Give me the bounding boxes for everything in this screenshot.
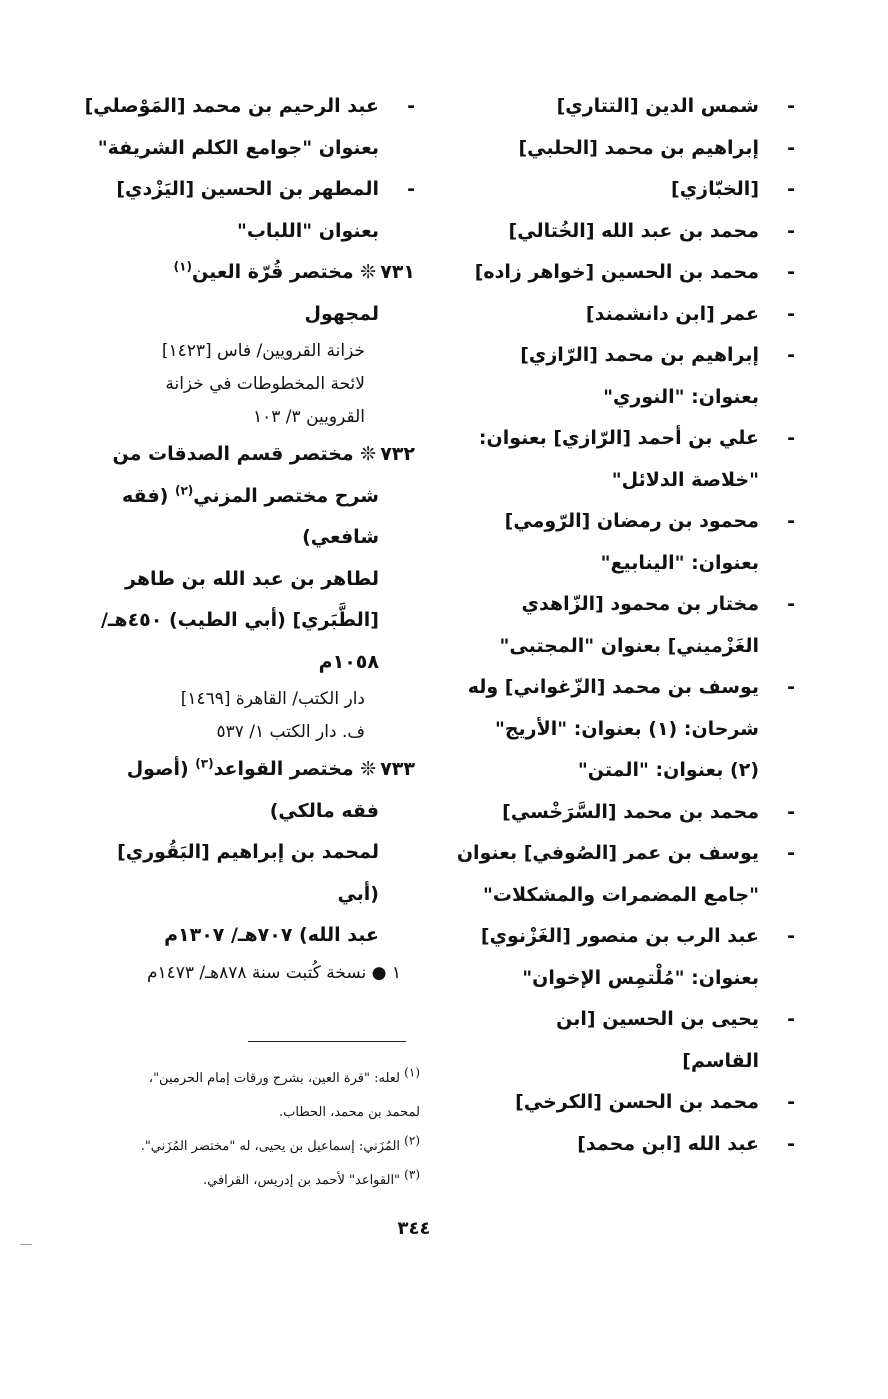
entry-author: لمجهول — [304, 302, 379, 325]
dash-bullet: - — [787, 136, 795, 159]
list-item-continuation: بعنوان: "الينابيع" — [600, 551, 759, 574]
dash-bullet: - — [787, 219, 795, 242]
list-item-text: عبد الرب بن منصور [الغَزْنوي] — [480, 925, 759, 947]
dash-bullet: - — [787, 344, 795, 366]
list-item-text: محمد بن محمد [السَّرَخْسي] — [502, 800, 759, 823]
list-item — [455, 169, 795, 211]
footnote-ref: (١) — [173, 259, 192, 274]
list-item — [70, 169, 415, 211]
list-item-continuation: القاسم] — [682, 1049, 759, 1072]
list-item-text: محمد بن الحسن [الكرخي] — [515, 1091, 759, 1113]
list-item — [455, 252, 795, 294]
entry-title: مختصر القواعد — [213, 758, 354, 780]
entry-title-line — [70, 476, 415, 518]
list-item-text: عبد الله [ابن محمد] — [577, 1132, 759, 1155]
dash-bullet: - — [787, 510, 795, 532]
entry-heading — [70, 252, 415, 294]
entry-author: لطاهر بن عبد الله بن طاهر — [125, 567, 379, 590]
entry-heading — [70, 749, 415, 791]
entry-heading — [70, 434, 415, 476]
entry-author: [الطَّبَري] (أبي الطيب) ٤٥٠هـ/ — [100, 609, 379, 631]
dash-bullet: - — [787, 842, 795, 864]
list-item-text: محمد بن الحسين [خواهر زاده] — [474, 261, 759, 283]
list-item-text: يحيى بن الحسين [ابن — [556, 1008, 759, 1030]
list-item-continuation: بعنوان "جوامع الكلم الشريفة" — [97, 136, 379, 159]
footnote-divider — [248, 1041, 406, 1042]
entry-title-part: (أصول — [126, 758, 189, 780]
list-item — [455, 1124, 795, 1166]
list-item — [70, 86, 415, 128]
list-item — [455, 916, 795, 958]
list-item — [455, 128, 795, 170]
entry-detail: خزانة القرويين/ فاس [١٤٢٣] — [161, 341, 365, 361]
footnote-number: (٢) — [404, 1133, 420, 1148]
list-item — [455, 667, 795, 709]
dash-bullet: - — [787, 593, 795, 615]
page-number: ٣٤٤ — [397, 1218, 431, 1239]
star-icon: ❊ — [360, 443, 377, 465]
entry-number: ٧٣٣ — [380, 758, 415, 780]
dash-bullet: - — [787, 178, 795, 200]
list-item-text: عمر [ابن دانشمند] — [585, 302, 759, 325]
list-item — [455, 999, 795, 1041]
entry-author: عبد الله) ٧٠٧هـ/ ١٣٠٧م — [164, 924, 379, 946]
list-item-text: المطهر بن الحسين [اليَزْدي] — [116, 178, 379, 200]
footnote-text: "القواعد" لأحمد بن إدريس، القرافي. — [203, 1173, 401, 1188]
footnotes — [100, 1062, 420, 1198]
list-item — [455, 211, 795, 253]
star-icon: ❊ — [360, 758, 377, 780]
left-column — [70, 86, 415, 990]
entry-number: ٧٣١ — [380, 261, 415, 283]
entry-title: مختصر قُرّة العين — [191, 261, 354, 283]
list-item — [455, 418, 795, 460]
entry-title-part: (فقه — [122, 484, 169, 507]
entry-detail: ف. دار الكتب ١/ ٥٣٧ — [216, 722, 365, 742]
list-item-text: علي بن أحمد [الرّازي] بعنوان: — [478, 427, 759, 449]
list-item-continuation: بعنوان: "مُلْتمِس الإخوان" — [522, 966, 759, 989]
entry-title-line: شافعي) — [302, 526, 379, 548]
footnote — [100, 1130, 420, 1164]
footnote-number: (٣) — [404, 1167, 420, 1182]
dash-bullet: - — [787, 427, 795, 449]
list-item-continuation: "خلاصة الدلائل" — [611, 468, 759, 491]
entry-title-line: فقه مالكي) — [269, 799, 379, 822]
footnote-text: لعله: "قرة العين، بشرح ورقات إمام الحرمين"، — [148, 1071, 401, 1086]
entry-author: ١٠٥٨م — [318, 650, 379, 673]
list-item-continuation: الغَزْميني] بعنوان "المجتبى" — [499, 634, 759, 657]
footnote-text: لمحمد بن محمد، الحطاب. — [279, 1105, 420, 1120]
list-item-text: شمس الدين [التتاري] — [556, 95, 759, 117]
entry-number: ٧٣٢ — [380, 443, 415, 465]
footnote-ref: (٢) — [174, 483, 194, 498]
dash-bullet: - — [787, 1091, 795, 1113]
dash-bullet: - — [787, 676, 795, 698]
list-item — [455, 833, 795, 875]
dash-bullet: - — [787, 1008, 795, 1030]
list-item-text: محمد بن عبد الله [الخُتالي] — [508, 219, 759, 242]
footnote-ref: (٣) — [195, 756, 214, 771]
list-item — [455, 86, 795, 128]
entry-author: لمحمد بن إبراهيم [البَقُوري] (أبي — [117, 841, 379, 905]
dash-bullet: - — [787, 1132, 795, 1155]
list-item — [455, 335, 795, 377]
list-item-text: مختار بن محمود [الزّاهدي — [521, 593, 759, 615]
footnote-text: المُزَني: إسماعيل بن يحيى، له "مختصر المُزَني". — [140, 1139, 401, 1154]
list-item — [455, 501, 795, 543]
list-item-text: محمود بن رمضان [الرّومي] — [504, 510, 759, 532]
list-item-continuation: "جامع المضمرات والمشكلات" — [483, 883, 759, 906]
dash-bullet: - — [407, 178, 415, 200]
star-icon: ❊ — [360, 261, 377, 283]
dash-bullet: - — [787, 800, 795, 823]
entry-title: مختصر قسم الصدقات من — [112, 443, 354, 465]
list-item-continuation: بعنوان "اللباب" — [236, 219, 379, 242]
scan-mark — [20, 1244, 32, 1245]
list-item-continuation: شرحان: (١) بعنوان: "الأريج" — [494, 717, 759, 740]
dash-bullet: - — [787, 95, 795, 117]
list-item-continuation: (٢) بعنوان: "المتن" — [577, 759, 759, 781]
entry-detail: القرويين ٣/ ١٠٣ — [253, 407, 365, 427]
entry-title-part: شرح مختصر المزني — [193, 484, 379, 507]
list-item-text: يوسف بن محمد [الزّغواني] وله — [467, 676, 759, 698]
footnote — [100, 1164, 420, 1198]
list-item-text: إبراهيم بن محمد [الحلبي] — [518, 136, 759, 159]
list-item-continuation: بعنوان: "النوري" — [603, 385, 759, 408]
list-item — [455, 294, 795, 336]
entry-detail: لائحة المخطوطات في خزانة — [165, 374, 365, 394]
list-item — [455, 584, 795, 626]
list-item-text: عبد الرحيم بن محمد [المَوْصلي] — [84, 95, 379, 117]
dash-bullet: - — [787, 261, 795, 283]
footnote — [100, 1062, 420, 1096]
entry-copy: ١ ● نسخة كُتبت سنة ٨٧٨هـ/ ١٤٧٣م — [146, 962, 401, 983]
list-item-text: [الخبّازي] — [671, 178, 759, 200]
right-column — [455, 86, 795, 1165]
list-item-text: إبراهيم بن محمد [الرّازي] — [520, 344, 759, 366]
dash-bullet: - — [787, 302, 795, 325]
dash-bullet: - — [787, 925, 795, 947]
dash-bullet: - — [407, 95, 415, 117]
entry-detail: دار الكتب/ القاهرة [١٤٦٩] — [180, 689, 365, 709]
list-item-text: يوسف بن عمر [الصُوفي] بعنوان — [456, 842, 759, 864]
list-item — [455, 1082, 795, 1124]
list-item — [455, 792, 795, 834]
footnote-number: (١) — [404, 1065, 420, 1080]
